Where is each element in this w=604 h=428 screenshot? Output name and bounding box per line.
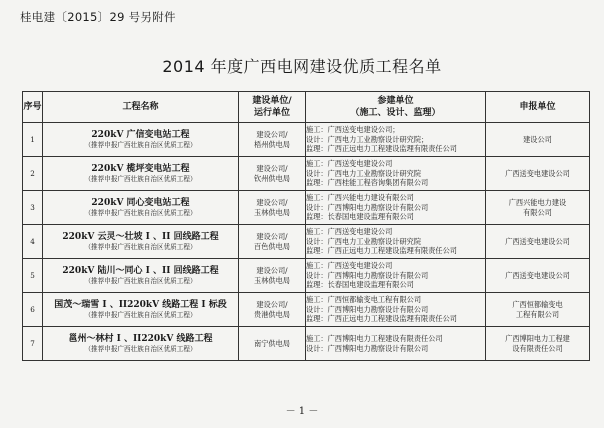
project-cell bbox=[43, 259, 239, 293]
table-header-row bbox=[23, 92, 590, 123]
applicant-line: 广西送变电建设公司 bbox=[505, 236, 570, 246]
owner-line: 建设公司/ bbox=[256, 266, 288, 275]
project-cell bbox=[43, 327, 239, 361]
row-number: 3 bbox=[23, 191, 43, 225]
applicant-cell bbox=[486, 157, 590, 191]
document-number: 桂电建〔2015〕29 号另附件 bbox=[20, 10, 176, 24]
participant-line: 设计：广西博阳电力勘察设计有限公司 bbox=[306, 270, 429, 280]
participant-line: 设计：广西电力工业勘察设计研究院 bbox=[306, 236, 422, 246]
applicant-cell bbox=[486, 327, 590, 361]
applicant-line: 广西博阳电力工程建 bbox=[505, 334, 570, 343]
owner-line: 梧州供电局 bbox=[254, 139, 290, 149]
document-title: 2014 年度广西电网建设优质工程名单 bbox=[162, 57, 442, 76]
participant-line: 设计：广西电力工业勘察设计研究院； bbox=[306, 134, 429, 144]
owner-cell bbox=[239, 293, 306, 327]
owner-line: 建设公司/ bbox=[256, 198, 288, 207]
owner-line: 百色供电局 bbox=[254, 241, 290, 251]
row-number: 7 bbox=[23, 327, 43, 361]
project-table bbox=[22, 91, 590, 361]
table-body bbox=[23, 123, 590, 361]
owner-cell bbox=[239, 327, 306, 361]
participant-line: 设计：广西博阳电力勘察设计有限公司 bbox=[306, 304, 429, 314]
applicant-line: 工程有限公司 bbox=[515, 309, 560, 319]
owner-line: 建设公司/ bbox=[256, 300, 288, 309]
applicant-line: 广西恒都输变电 bbox=[512, 300, 563, 309]
row-number: 2 bbox=[23, 157, 43, 191]
owner-line: 建设公司/ bbox=[256, 232, 288, 241]
project-name: 220kV 云灵～壮坡 I 、II 回线路工程 bbox=[62, 232, 219, 242]
project-note: （推荐申报广西壮族自治区优质工程） bbox=[84, 243, 197, 251]
applicant-cell bbox=[486, 225, 590, 259]
table-row bbox=[23, 327, 590, 361]
participant-line: 施工：广西兴能电力建设有限公司 bbox=[306, 193, 414, 203]
header-applicant: 申报单位 bbox=[486, 92, 590, 123]
participant-line: 施工：广西送变电建设公司 bbox=[306, 261, 393, 271]
participant-line: 监理：广西正远电力工程建设监理有限责任公司 bbox=[306, 144, 457, 154]
participant-line: 设计：广西博阳电力勘察设计有限公司 bbox=[306, 343, 429, 353]
participant-line: 设计：广西博阳电力勘察设计有限公司 bbox=[306, 202, 429, 212]
owner-cell bbox=[239, 259, 306, 293]
project-name: 220kV 陆川～同心 I 、II 回线路工程 bbox=[62, 266, 219, 276]
applicant-line: 广西送变电建设公司 bbox=[505, 168, 570, 178]
applicant-cell bbox=[486, 293, 590, 327]
participant-line: 施工：广西送变电建设公司 bbox=[306, 159, 393, 169]
table-row bbox=[23, 157, 590, 191]
owner-cell bbox=[239, 225, 306, 259]
applicant-line: 广西兴能电力建设 bbox=[508, 198, 567, 207]
participants-cell bbox=[306, 157, 486, 191]
applicant-line: 建设公司 bbox=[523, 134, 552, 144]
participant-line: 施工：广西送变电建设公司； bbox=[306, 125, 400, 135]
owner-line: 建设公司/ bbox=[256, 130, 288, 139]
applicant-cell bbox=[486, 259, 590, 293]
participant-line: 施工：广西送变电建设公司 bbox=[306, 227, 393, 237]
participant-line: 施工：广西博阳电力工程建设有限责任公司 bbox=[306, 334, 443, 343]
applicant-cell bbox=[486, 123, 590, 157]
participant-line: 监理：广西正远电力工程建设监理有限责任公司 bbox=[306, 314, 457, 324]
table-row bbox=[23, 225, 590, 259]
participant-line: 设计：广西电力工业勘察设计研究院 bbox=[306, 168, 422, 178]
project-cell bbox=[43, 225, 239, 259]
table-row bbox=[23, 259, 590, 293]
project-name: 220kV 榄坪变电站工程 bbox=[91, 164, 190, 174]
participant-line: 监理：广西桂能工程咨询集团有限公司 bbox=[306, 178, 429, 188]
participant-line: 施工：广西恒都输变电工程有限公司 bbox=[306, 295, 422, 305]
header-participants-line2: （施工、设计、监理） bbox=[350, 108, 441, 118]
owner-cell bbox=[239, 123, 306, 157]
participant-line: 监理：长春国电建设监理有限公司 bbox=[306, 280, 414, 290]
owner-cell bbox=[239, 157, 306, 191]
project-note: （推荐申报广西壮族自治区优质工程） bbox=[84, 311, 197, 319]
header-participants-line1: 参建单位 bbox=[377, 96, 414, 106]
page-number: － 1 － bbox=[285, 406, 319, 417]
owner-line: 玉林供电局 bbox=[254, 275, 290, 285]
header-no: 序号 bbox=[23, 92, 43, 123]
project-cell bbox=[43, 293, 239, 327]
participant-line: 监理：长春国电建设监理有限公司 bbox=[306, 212, 414, 222]
applicant-cell bbox=[486, 191, 590, 225]
owner-line: 钦州供电局 bbox=[254, 173, 290, 183]
owner-line: 建设公司/ bbox=[256, 164, 288, 173]
participants-cell bbox=[306, 225, 486, 259]
project-note: （推荐申报广西壮族自治区优质工程） bbox=[84, 277, 197, 285]
participant-line: 监理：广西正远电力工程建设监理有限责任公司 bbox=[306, 246, 457, 256]
project-name: 邕州～林村 I 、II220kV 线路工程 bbox=[68, 334, 213, 344]
project-name: 国茂～瑞雪 I 、II220kV 线路工程 I 标段 bbox=[54, 300, 227, 310]
project-note: （推荐申报广西壮族自治区优质工程） bbox=[84, 345, 197, 353]
owner-line: 贵港供电局 bbox=[254, 309, 290, 319]
applicant-line: 有限公司 bbox=[523, 207, 552, 217]
owner-cell bbox=[239, 191, 306, 225]
project-cell bbox=[43, 191, 239, 225]
table-row bbox=[23, 123, 590, 157]
table-row bbox=[23, 293, 590, 327]
participants-cell bbox=[306, 259, 486, 293]
owner-line: 南宁供电局 bbox=[254, 338, 290, 348]
applicant-line: 设有限责任公司 bbox=[512, 343, 563, 353]
participants-cell bbox=[306, 123, 486, 157]
participants-cell bbox=[306, 191, 486, 225]
header-owner-line2: 运行单位 bbox=[253, 108, 290, 118]
project-cell bbox=[43, 123, 239, 157]
row-number: 6 bbox=[23, 293, 43, 327]
project-note: （推荐申报广西壮族自治区优质工程） bbox=[84, 175, 197, 183]
project-name: 220kV 同心变电站工程 bbox=[91, 198, 190, 208]
row-number: 4 bbox=[23, 225, 43, 259]
header-participants bbox=[306, 92, 486, 123]
table-row bbox=[23, 191, 590, 225]
header-owner-line1: 建设单位/ bbox=[252, 96, 292, 106]
project-note: （推荐申报广西壮族自治区优质工程） bbox=[84, 141, 197, 149]
participants-cell bbox=[306, 293, 486, 327]
header-project: 工程名称 bbox=[43, 92, 239, 123]
applicant-line: 广西送变电建设公司 bbox=[505, 270, 570, 280]
project-cell bbox=[43, 157, 239, 191]
row-number: 5 bbox=[23, 259, 43, 293]
project-note: （推荐申报广西壮族自治区优质工程） bbox=[84, 209, 197, 217]
owner-line: 玉林供电局 bbox=[254, 207, 290, 217]
header-owner bbox=[239, 92, 306, 123]
participants-cell bbox=[306, 327, 486, 361]
row-number: 1 bbox=[23, 123, 43, 157]
project-name: 220kV 广信变电站工程 bbox=[91, 130, 190, 140]
